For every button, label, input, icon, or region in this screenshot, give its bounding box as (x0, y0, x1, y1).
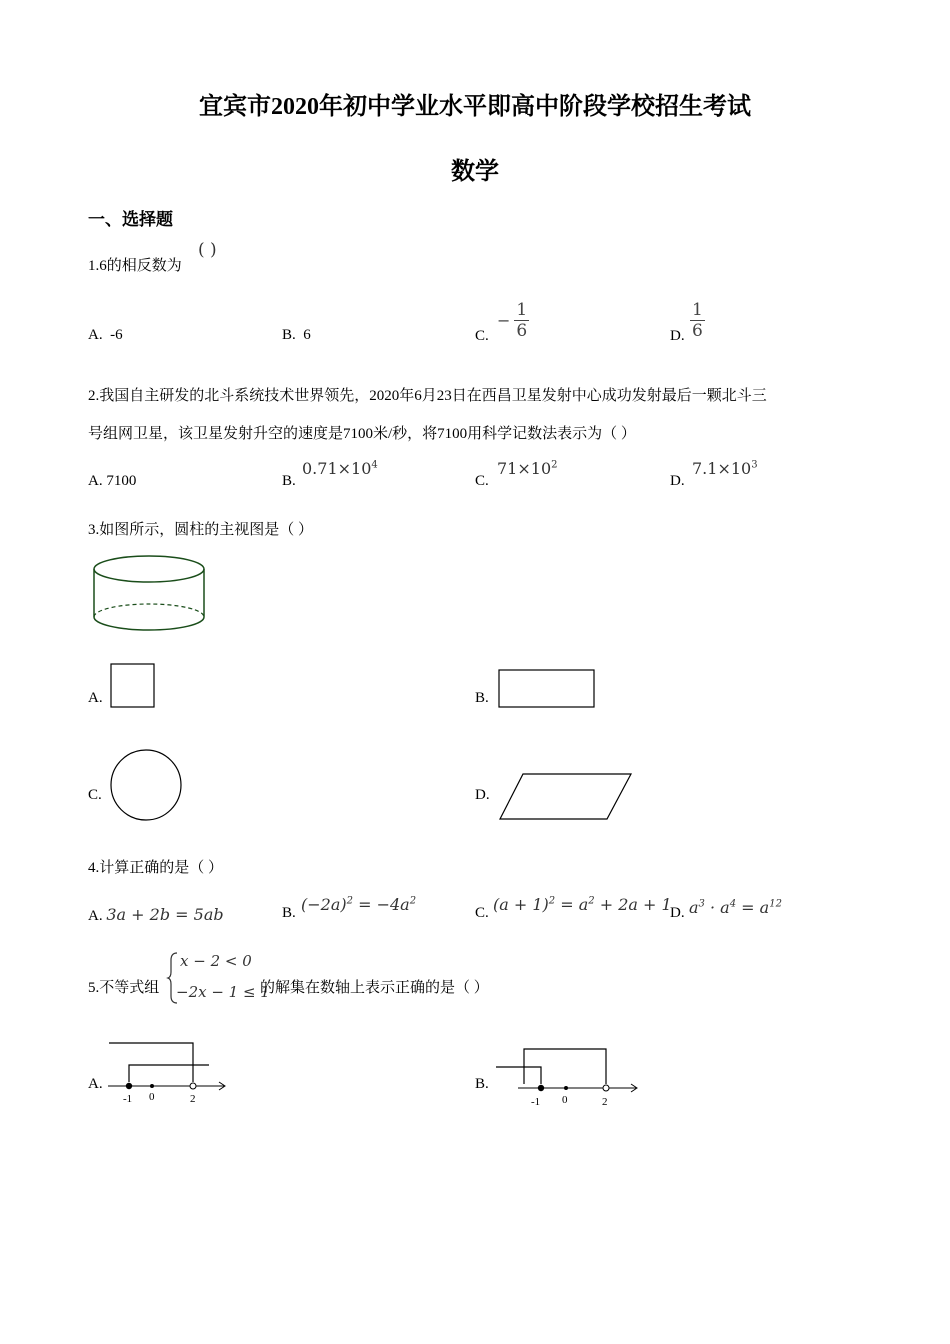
option-label: C. (475, 328, 489, 344)
square-shape (110, 663, 156, 709)
expr-base: 7.1×10 (692, 459, 752, 478)
option-expr: 3a + 2b = 5ab (106, 905, 224, 924)
expr-eq: = a (736, 898, 770, 917)
fraction-numerator: 1 (692, 300, 703, 320)
q3-stem: 3.如图所示，圆柱的主视图是（ ） (88, 522, 314, 538)
expr-right: = a (555, 895, 589, 914)
option-label: A. (88, 690, 103, 706)
expr-right: = −4a (352, 895, 410, 914)
option-label: D. (670, 328, 685, 344)
expr-exp: 2 (346, 895, 353, 907)
q5-option-a[interactable] (88, 1076, 103, 1093)
option-label: A. (88, 908, 103, 924)
q4-option-c-label[interactable] (475, 905, 489, 922)
q5-option-b[interactable] (475, 1076, 489, 1093)
q2-stem-line1: 2.我国自主研发的北斗系统技术世界领先，2020年6月23日在西昌卫星发射中心成功发射最后一颗北斗三 (88, 388, 767, 404)
q2-option-b[interactable] (282, 473, 296, 490)
option-value: 7100 (106, 473, 137, 489)
q2-option-d[interactable] (670, 473, 685, 490)
q3-option-b[interactable] (475, 690, 489, 707)
option-label: C. (88, 787, 102, 803)
fraction-denominator: 6 (692, 321, 703, 341)
option-value: -6 (110, 327, 123, 343)
section-heading: 一、选择题 (88, 210, 173, 229)
q4-option-d-expr (689, 898, 782, 917)
expr-mid: · a (704, 898, 730, 917)
expr-exp: 2 (409, 895, 417, 907)
option-label: B. (475, 1076, 489, 1092)
exam-title: 宜宾市2020年初中学业水平即高中阶段学校招生考试 (199, 94, 751, 120)
q2-option-b-expr (302, 459, 378, 478)
expr-tail: + 2a + 1 (594, 895, 672, 914)
q1-option-a[interactable] (88, 327, 123, 344)
option-label: A. (88, 1076, 103, 1092)
expr-base: 71×10 (497, 459, 552, 478)
minus-sign: − (497, 311, 511, 330)
option-label: B. (282, 905, 296, 921)
fraction-denominator: 6 (516, 321, 528, 341)
q5-inequality-2: −2x − 1 ≤ 1 (176, 983, 270, 1001)
expr-exp: 2 (548, 895, 556, 907)
option-label: D. (670, 905, 685, 921)
option-label: C. (475, 905, 489, 921)
fraction (690, 300, 705, 341)
q5-suffix: 的解集在数轴上表示正确的是（ ） (260, 980, 489, 996)
option-label: D. (475, 787, 490, 803)
expr-exp: 12 (769, 898, 782, 910)
tick-label: -1 (123, 1093, 133, 1105)
option-label: B. (282, 473, 296, 489)
fraction-numerator: 1 (516, 300, 528, 320)
q1-option-b[interactable] (282, 327, 311, 344)
exam-subtitle: 数学 (451, 159, 499, 185)
q3-option-d[interactable] (475, 787, 490, 804)
option-label: D. (670, 473, 685, 489)
q2-option-d-expr (692, 459, 758, 478)
option-label: B. (282, 327, 296, 343)
q2-stem-line2: 号组网卫星，该卫星发射升空的速度是7100米/秒，将7100用科学记数法表示为（ ） (88, 426, 636, 442)
cylinder-figure (88, 553, 213, 638)
parallelogram-shape (498, 771, 634, 823)
q2-option-c[interactable] (475, 473, 489, 490)
q2-option-a[interactable] (88, 473, 136, 490)
number-line-b (494, 1044, 644, 1114)
number-line-a (104, 1040, 234, 1110)
expr-a: a (689, 898, 699, 917)
option-label: B. (475, 690, 489, 706)
q3-option-c[interactable] (88, 787, 102, 804)
fraction (514, 300, 529, 341)
q4-option-b-expr (301, 895, 416, 914)
expr-exp: 3 (698, 898, 705, 910)
option-label: A. (88, 473, 103, 489)
q4-stem: 4.计算正确的是（ ） (88, 860, 224, 876)
option-label: A. (88, 327, 103, 343)
tick-label: -1 (531, 1096, 541, 1108)
expr-exponent: 3 (751, 459, 758, 471)
expr-left: (−2a) (301, 895, 347, 914)
q4-option-d-label[interactable] (670, 905, 685, 922)
q1-stem (88, 250, 182, 282)
q1-stem-text: 1.6的相反数为 (88, 258, 182, 274)
expr-exponent: 4 (371, 459, 378, 471)
q5-prefix: 5.不等式组 (88, 980, 160, 996)
q1-option-c-fraction (497, 300, 529, 341)
q5-inequality-1: x − 2 < 0 (180, 952, 252, 970)
q1-paren: ( ) (198, 240, 217, 260)
circle-shape (109, 749, 183, 823)
q4-option-c-expr (493, 895, 672, 914)
tick-label: 0 (562, 1094, 568, 1106)
expr-left: (a + 1) (493, 895, 549, 914)
q3-option-a[interactable] (88, 690, 103, 707)
option-value: 6 (303, 327, 311, 343)
q4-option-a[interactable] (88, 905, 224, 925)
tick-label: 0 (149, 1091, 155, 1103)
q1-option-d-fraction (690, 300, 705, 341)
rectangle-shape (498, 669, 596, 709)
expr-base: 0.71×10 (302, 459, 372, 478)
option-label: C. (475, 473, 489, 489)
expr-exp: 2 (588, 895, 595, 907)
q1-option-c[interactable] (475, 328, 489, 345)
q2-option-c-expr (497, 459, 558, 478)
expr-exponent: 2 (551, 459, 558, 471)
expr-exp: 4 (729, 898, 737, 910)
tick-label: 2 (602, 1096, 608, 1108)
tick-label: 2 (190, 1093, 196, 1105)
q4-option-b-label[interactable] (282, 905, 296, 922)
q1-option-d[interactable] (670, 328, 685, 345)
